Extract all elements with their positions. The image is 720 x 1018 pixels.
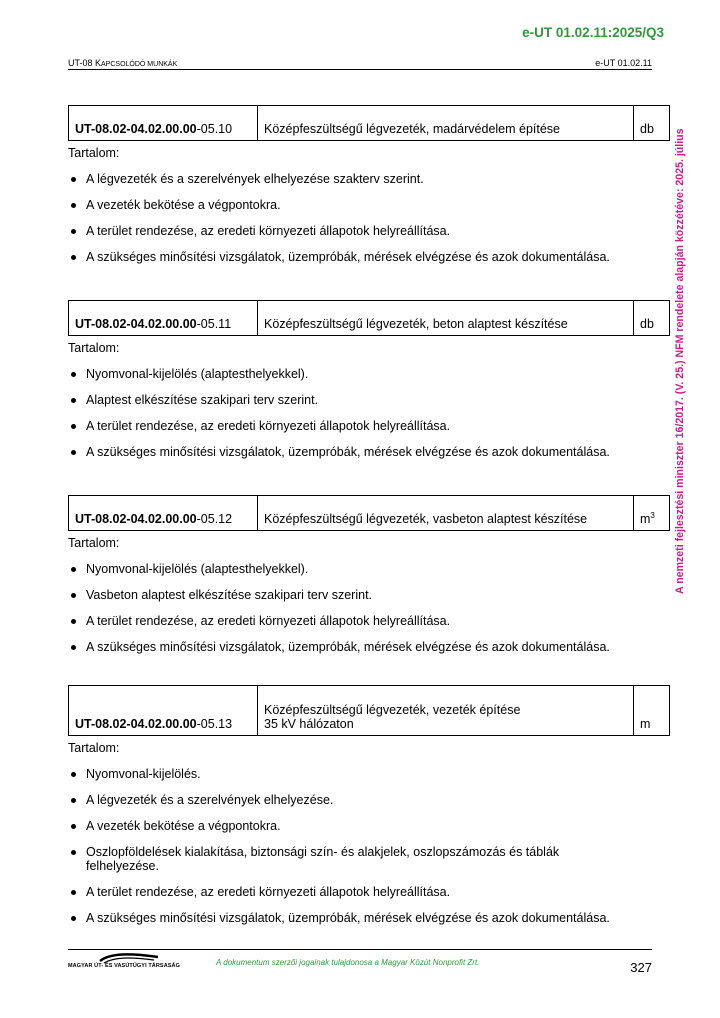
list-item: A szükséges minősítési vizsgálatok, üzempróbák, mérések elvégzése és azok dokumentálása. [68, 445, 670, 459]
list-item: Alaptest elkészítése szakipari terv szerint. [68, 393, 670, 407]
item-code-bold: UT-08.02-04.02.00.00 [75, 717, 197, 731]
list-item: A terület rendezése, az eredeti környezeti állapotok helyreállítása. [68, 419, 670, 433]
society-logo-icon [70, 951, 170, 973]
content-label: Tartalom: [68, 741, 120, 755]
header-rule [68, 69, 652, 70]
content-list [68, 767, 670, 925]
item-title-line: 35 kV hálózaton [264, 717, 354, 731]
item-code [69, 496, 258, 531]
item-code [69, 686, 258, 736]
list-item: A szükséges minősítési vizsgálatok, üzempróbák, mérések elvégzése és azok dokumentálása. [68, 911, 670, 925]
item-code-bold: UT-08.02-04.02.00.00 [75, 317, 197, 331]
item-unit-value: db [640, 317, 654, 331]
header-standard: e-UT 01.02.11 [595, 58, 652, 68]
list-item: A terület rendezése, az eredeti környezeti állapotok helyreállítása. [68, 885, 670, 899]
list-item: A szükséges minősítési vizsgálatok, üzempróbák, mérések elvégzése és azok dokumentálása. [68, 640, 670, 654]
item-unit-value: db [640, 122, 654, 136]
item-code [69, 301, 258, 336]
list-item: Oszlopföldelések kialakítása, biztonsági szín- és alakjelek, oszlopszámozás és táblák felhelyezése. [68, 845, 670, 873]
copyright-notice: A dokumentum szerzői jogainak tulajdonosa a Magyar Közút Nonprofit Zrt. [216, 958, 480, 967]
list-item: Nyomvonal-kijelölés (alaptesthelyekkel). [68, 562, 670, 576]
item-title-line: Középfeszültségű légvezeték, beton alaptest készítése [264, 317, 568, 331]
item-unit-value: m [640, 717, 651, 731]
header-chapter-smallcaps: APCSOLÓDÓ MUNKÁK [101, 61, 178, 68]
list-item: Nyomvonal-kijelölés (alaptesthelyekkel). [68, 367, 670, 381]
item-code-suffix: -05.11 [196, 317, 232, 331]
page-number: 327 [630, 960, 652, 975]
item-header-table [68, 495, 670, 531]
item-code-bold: UT-08.02-04.02.00.00 [75, 512, 197, 526]
list-item: A szükséges minősítési vizsgálatok, üzempróbák, mérések elvégzése és azok dokumentálása. [68, 250, 670, 264]
item-unit [634, 106, 670, 141]
item-unit [634, 686, 670, 736]
list-item: Nyomvonal-kijelölés. [68, 767, 670, 781]
item-header-table [68, 300, 670, 336]
item-05-10 [68, 105, 670, 264]
item-title-line: Középfeszültségű légvezeték, madárvédelem építése [264, 122, 561, 136]
item-header-table [68, 105, 670, 141]
item-05-12 [68, 495, 670, 654]
item-header-table [68, 685, 670, 736]
item-unit [634, 496, 670, 531]
content-list [68, 172, 670, 264]
content-label: Tartalom: [68, 341, 120, 355]
item-title [258, 301, 634, 336]
item-code-suffix: -05.13 [196, 717, 233, 731]
item-title-line: Középfeszültségű légvezeték, vasbeton alaptest készítése [264, 512, 588, 526]
item-title [258, 496, 634, 531]
list-item: A légvezeték és a szerelvények elhelyezése. [68, 793, 670, 807]
item-code-suffix: -05.12 [196, 512, 233, 526]
content-label: Tartalom: [68, 146, 120, 160]
list-item: A vezeték bekötése a végpontokra. [68, 198, 670, 212]
document-code: e-UT 01.02.11:2025/Q3 [522, 25, 664, 40]
item-05-11 [68, 300, 670, 459]
item-unit [634, 301, 670, 336]
item-code [69, 106, 258, 141]
item-code-suffix: -05.10 [196, 122, 233, 136]
footer-rule [68, 949, 652, 950]
list-item: A légvezeték és a szerelvények elhelyezése szakterv szerint. [68, 172, 670, 186]
item-title [258, 106, 634, 141]
content-label: Tartalom: [68, 536, 120, 550]
list-item: Vasbeton alaptest elkészítése szakipari terv szerint. [68, 588, 670, 602]
list-item: A vezeték bekötése a végpontokra. [68, 819, 670, 833]
side-publication-note: A nemzeti fejlesztési miniszter 16/2017. (V. 25.) NFM rendelete alapján közzétéve: 2025. július [674, 128, 686, 594]
header-chapter [68, 58, 177, 68]
item-title-line: Középfeszültségű légvezeték, vezeték építése [264, 703, 521, 717]
item-unit-value: m [640, 512, 651, 526]
list-item: A terület rendezése, az eredeti környezeti állapotok helyreállítása. [68, 224, 670, 238]
item-unit-exponent: 3 [650, 510, 655, 520]
item-code-bold: UT-08.02-04.02.00.00 [75, 122, 197, 136]
content-list [68, 562, 670, 654]
item-title [258, 686, 634, 736]
content-list [68, 367, 670, 459]
society-logo-text: MAGYAR ÚT- ÉS VASÚTÜGYI TÁRSASÁG [68, 963, 180, 969]
list-item: A terület rendezése, az eredeti környezeti állapotok helyreállítása. [68, 614, 670, 628]
item-05-13 [68, 685, 670, 925]
header-chapter-main: UT-08 K [68, 58, 102, 68]
